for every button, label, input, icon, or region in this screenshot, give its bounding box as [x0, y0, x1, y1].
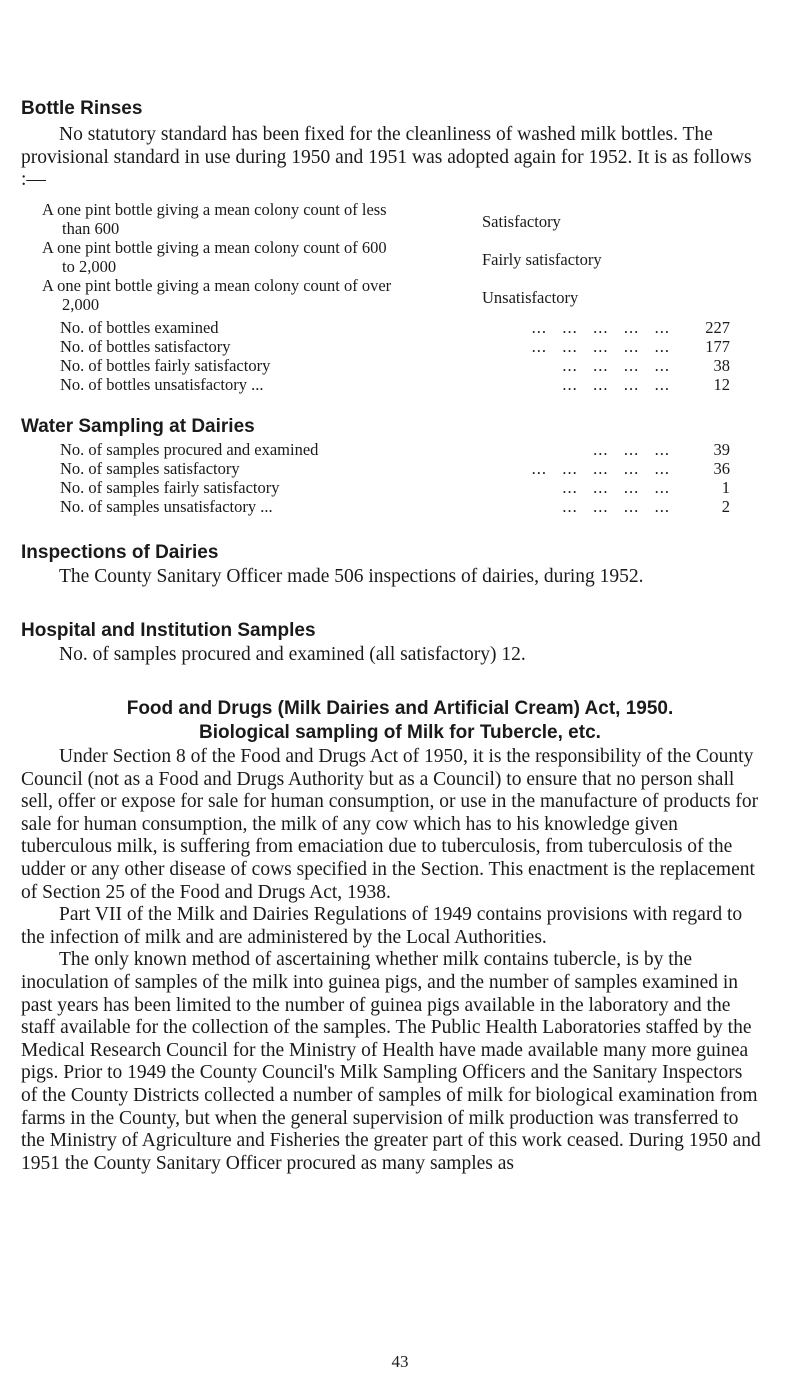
bottle-rinses-heading: Bottle Rinses	[21, 98, 143, 119]
stat-row	[60, 375, 730, 394]
standard-description	[42, 276, 462, 314]
hospital-heading: Hospital and Institution Samples	[21, 620, 316, 641]
standard-rating: Satisfactory	[482, 212, 561, 231]
water-sampling-heading: Water Sampling at Dairies	[21, 416, 255, 437]
dot-leader: ... ... ... ...	[562, 497, 670, 516]
stat-row	[60, 497, 730, 516]
food-drugs-para-3: The only known method of ascertaining whether milk contains tubercle, is by the inoculation of samples of the milk into guinea pigs, and the number of samples examined in past years has been limited to the number of guinea pigs available in the laboratory and the staff available for the collection of the samples. The Public Health Laboratories staffed by the Medical Research Council for the Ministry of Health have made available many more guinea pigs. Prior to 1949 the County Council's Milk Sampling Officers and the Sanitary Inspectors of the County Districts collected a number of samples of milk for biological examination from farms in the County, but when the general supervision of milk production was transferred to the Ministry of Agriculture and Fisheries the greater part of this work ceased. During 1950 and 1951 the County Sanitary Officer procured as many samples as	[21, 949, 761, 1174]
inspections-text-block	[21, 566, 671, 589]
stat-row	[60, 440, 730, 459]
hospital-text: No. of samples procured and examined (all satisfactory) 12.	[59, 644, 526, 665]
stat-value: 177	[705, 337, 730, 356]
dot-leader: ... ... ... ... ...	[531, 459, 670, 478]
inspections-text: The County Sanitary Officer made 506 inspections of dairies, during 1952.	[59, 566, 644, 587]
food-drugs-heading: Food and Drugs (Milk Dairies and Artificial Cream) Act, 1950.	[126, 698, 674, 719]
stat-label: No. of samples satisfactory	[60, 459, 240, 478]
food-drugs-para-2: Part VII of the Milk and Dairies Regulations of 1949 contains provisions with regard to the infection of milk and are administered by the Local Authorities.	[21, 904, 743, 948]
stat-value: 38	[713, 356, 730, 375]
standard-line2: 2,000	[62, 295, 100, 314]
bottle-rinses-intro	[21, 124, 761, 192]
stat-label: No. of bottles unsatisfactory ...	[60, 375, 264, 394]
stat-row	[60, 478, 730, 497]
dot-leader: ... ... ... ...	[562, 478, 670, 497]
food-drugs-body	[21, 746, 761, 1175]
dot-leader: ... ... ... ... ...	[531, 318, 670, 337]
stat-value: 39	[713, 440, 730, 459]
dot-leader: ... ... ... ...	[562, 375, 670, 394]
standard-line2: to 2,000	[62, 257, 117, 276]
stat-label: No. of samples procured and examined	[60, 440, 319, 459]
dot-leader: ... ... ... ... ...	[531, 337, 670, 356]
standard-rating: Unsatisfactory	[482, 288, 579, 307]
stat-row	[60, 337, 730, 356]
stat-row	[60, 356, 730, 375]
stat-label: No. of bottles satisfactory	[60, 337, 231, 356]
stat-value: 36	[713, 459, 730, 478]
stat-label: No. of samples fairly satisfactory	[60, 478, 280, 497]
stat-row	[60, 318, 730, 337]
stat-row	[60, 459, 730, 478]
standard-rating: Fairly satisfactory	[482, 250, 602, 269]
stat-label: No. of bottles fairly satisfactory	[60, 356, 271, 375]
dot-leader: ... ... ...	[593, 440, 670, 459]
stat-value: 227	[705, 318, 730, 337]
standard-line1: A one pint bottle giving a mean colony count of over	[42, 276, 392, 295]
standard-description	[42, 238, 462, 276]
food-drugs-para-1: Under Section 8 of the Food and Drugs Act of 1950, it is the responsibility of the County Council (not as a Food and Drugs Authority but as a Council) to ensure that no person shall sell, offer or expose for sale for human consumption, or use in the manufacture of products for sale for human consumption, the milk of any cow which has to his knowledge given tuberculous milk, is suffering from emaciation due to tuberculosis, from tuberculosis of the udder or any other disease of cows specified in the Section. This enactment is the replacement of Section 25 of the Food and Drugs Act, 1938.	[21, 746, 759, 903]
page-number: 43	[391, 1352, 409, 1371]
stat-value: 12	[713, 375, 730, 394]
dot-leader: ... ... ... ...	[562, 356, 670, 375]
biological-sampling-heading: Biological sampling of Milk for Tubercle, etc.	[199, 722, 601, 743]
standard-line2: than 600	[62, 219, 120, 238]
bottle-rinses-intro-text: No statutory standard has been fixed for the cleanliness of washed milk bottles. The provisional standard in use during 1950 and 1951 was adopted again for 1952. It is as follows :—	[21, 124, 752, 191]
stat-value: 2	[721, 497, 730, 516]
standard-description	[42, 200, 462, 238]
standard-line1: A one pint bottle giving a mean colony count of 600	[42, 238, 387, 257]
stat-label: No. of samples unsatisfactory ...	[60, 497, 273, 516]
stat-value: 1	[721, 478, 730, 497]
hospital-text-block	[59, 644, 779, 667]
standard-line1: A one pint bottle giving a mean colony count of less	[42, 200, 387, 219]
stat-label: No. of bottles examined	[60, 318, 219, 337]
inspections-heading: Inspections of Dairies	[21, 542, 219, 563]
